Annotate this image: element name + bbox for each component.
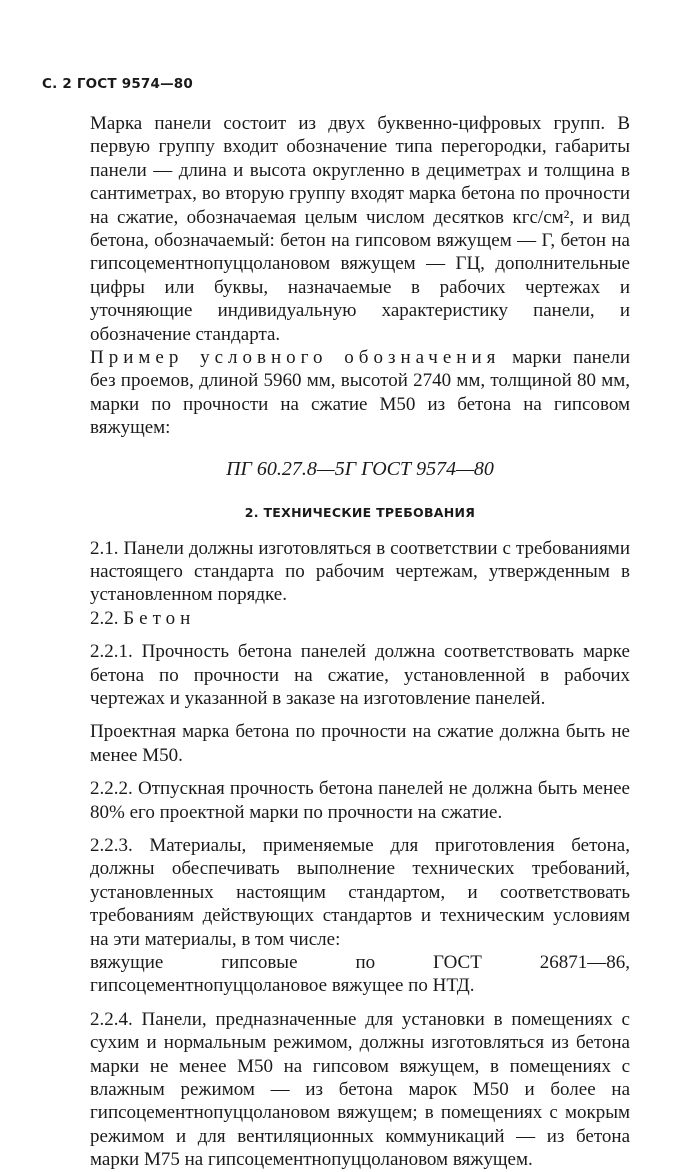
example-text: марки панели без проемов, длиной 5960 мм, высотой 2740 мм, толщиной 80 мм, марки по прочности на сжатие М50 из бетона на гипсовом вяжущем: [90, 347, 630, 439]
paragraph-2-2-4: 2.2.4. Панели, предназначенные для установки в помещениях с сухим и нормальным режимом, должны изготовляться из бетона марки не менее М50 на гипсовом вяжущем, в помещениях с влажным режимом — из бетона марок М50 и более на гипсоцементнопуццолановом вяжущем; в помещениях с мокрым режимом и для вентиляционных коммуникаций — из бетона марки М75 на гипсоцементнопуццолановом вяжущем. [90, 1008, 630, 1171]
paragraph-2-1: 2.1. Панели должны изготовляться в соответствии с требованиями настоящего стандарта по рабочим чертежам, утвержденным в установленном порядке. [90, 537, 630, 606]
example-lead-spaced: Пример условного обозначения [90, 347, 501, 369]
paragraph-example [90, 346, 630, 440]
paragraph-2-2-1: 2.2.1. Прочность бетона панелей должна соответствовать марке бетона по прочности на сжатие, установленной в рабочих чертежах и указанной в заказе на изготовление панелей. [90, 641, 630, 709]
paragraph-2-2-number: 2.2. [90, 607, 124, 629]
paragraph-2-2-3: 2.2.3. Материалы, применяемые для приготовления бетона, должны обеспечивать выполнение технических требований, установленных настоящим стандартом, и соответствовать требованиям действующих стандартов и техническим условиям на эти материалы, в том числе: [90, 834, 630, 950]
paragraph-2-2 [90, 607, 630, 630]
document-body [90, 112, 630, 1172]
paragraph-2-2-title: Бетон [123, 607, 196, 629]
paragraph-panel-marking: Марка панели состоит из двух буквенно-цифровых групп. В первую группу входит обозначение типа перегородки, габариты панели — длина и высота округленно в дециметрах и толщина в сантиметрах, во вторую группу входят марка бетона по прочности на сжатие, обозначаемая целым числом десятков кгс/см², и вид бетона, обозначаемый: бетон на гипсовом вяжущем — Г, бетон на гипсоцементнопуццолановом вяжущем — ГЦ, дополнительные цифры или буквы, назначаемые в рабочих чертежах и уточняющие индивидуальную характеристику панели, и обозначение стандарта. [90, 113, 630, 345]
paragraph-2-2-2: 2.2.2. Отпускная прочность бетона панелей не должна быть менее 80% его проектной марки по прочности на сжатие. [90, 778, 630, 823]
running-head: С. 2 ГОСТ 9574—80 [42, 76, 193, 92]
section-heading: 2. ТЕХНИЧЕСКИЕ ТРЕБОВАНИЯ [244, 505, 476, 521]
designation-example: ПГ 60.27.8—5Г ГОСТ 9574—80 [226, 457, 494, 480]
paragraph-binders: вяжущие гипсовые по ГОСТ 26871—86, гипсоцементнопуццолановое вяжущее по НТД. [90, 952, 630, 997]
paragraph-design-grade: Проектная марка бетона по прочности на сжатие должна быть не менее М50. [90, 721, 630, 766]
